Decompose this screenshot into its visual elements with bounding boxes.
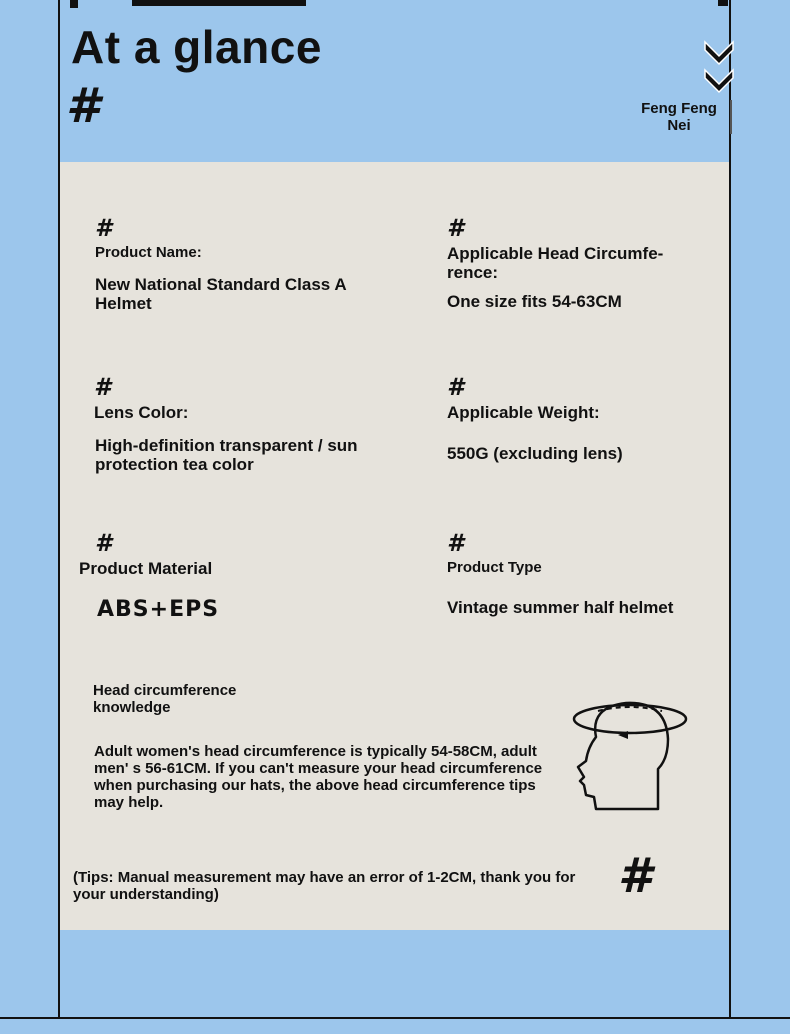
hash-icon: # bbox=[618, 848, 652, 904]
spec-value: 550G (excluding lens) bbox=[447, 444, 623, 463]
hash-icon: # bbox=[95, 529, 112, 557]
spec-product-name bbox=[95, 216, 395, 313]
spec-label: Applicable Head Circumfe-rence: bbox=[447, 244, 664, 282]
spec-label: Product Type bbox=[447, 559, 542, 576]
header-decoration-icon bbox=[70, 0, 310, 8]
spec-value: Vintage summer half helmet bbox=[447, 598, 674, 617]
hash-icon: # bbox=[94, 373, 111, 401]
spec-label: Product Name: bbox=[95, 244, 202, 261]
spec-label: Product Material bbox=[79, 559, 213, 578]
spec-weight bbox=[447, 375, 687, 463]
hash-icon: # bbox=[447, 214, 464, 242]
spec-product-type bbox=[447, 531, 687, 617]
spec-label: Lens Color: bbox=[94, 403, 189, 422]
page-title: At a glance bbox=[71, 21, 322, 73]
brand-name: Feng Feng Nei bbox=[641, 100, 717, 134]
frame-line-bottom bbox=[0, 1017, 790, 1019]
spec-value: One size fits 54-63CM bbox=[447, 292, 622, 311]
spec-panel bbox=[60, 162, 729, 930]
spec-material bbox=[79, 531, 339, 622]
head-measure-icon bbox=[570, 697, 690, 815]
spec-value: New National Standard Class A Helmet bbox=[95, 275, 346, 313]
hash-icon: # bbox=[447, 529, 464, 557]
knowledge-title: Head circumference knowledge bbox=[93, 682, 237, 716]
tips-note: (Tips: Manual measurement may have an error of 1-2CM, thank you for your understanding) bbox=[73, 869, 576, 903]
frame-line-right bbox=[729, 0, 731, 1018]
spec-value: ABS+EPS bbox=[97, 597, 220, 622]
spec-lens-color bbox=[94, 375, 394, 474]
spec-head-circumference bbox=[447, 216, 667, 311]
hash-icon: # bbox=[66, 78, 100, 134]
corner-decoration-icon bbox=[714, 0, 728, 6]
spec-value: High-definition transparent / sun protection tea color bbox=[95, 436, 358, 474]
brand-divider bbox=[730, 100, 732, 134]
knowledge-text: Adult women's head circumference is typically 54-58CM, adult men' s 56-61CM. If you can't measure your head circumference when purchasing our hats, the above head circumference tips may help. bbox=[94, 743, 543, 811]
spec-label: Applicable Weight: bbox=[447, 403, 600, 422]
chevron-down-icon bbox=[702, 36, 736, 96]
hash-icon: # bbox=[95, 214, 112, 242]
hash-icon: # bbox=[447, 373, 464, 401]
